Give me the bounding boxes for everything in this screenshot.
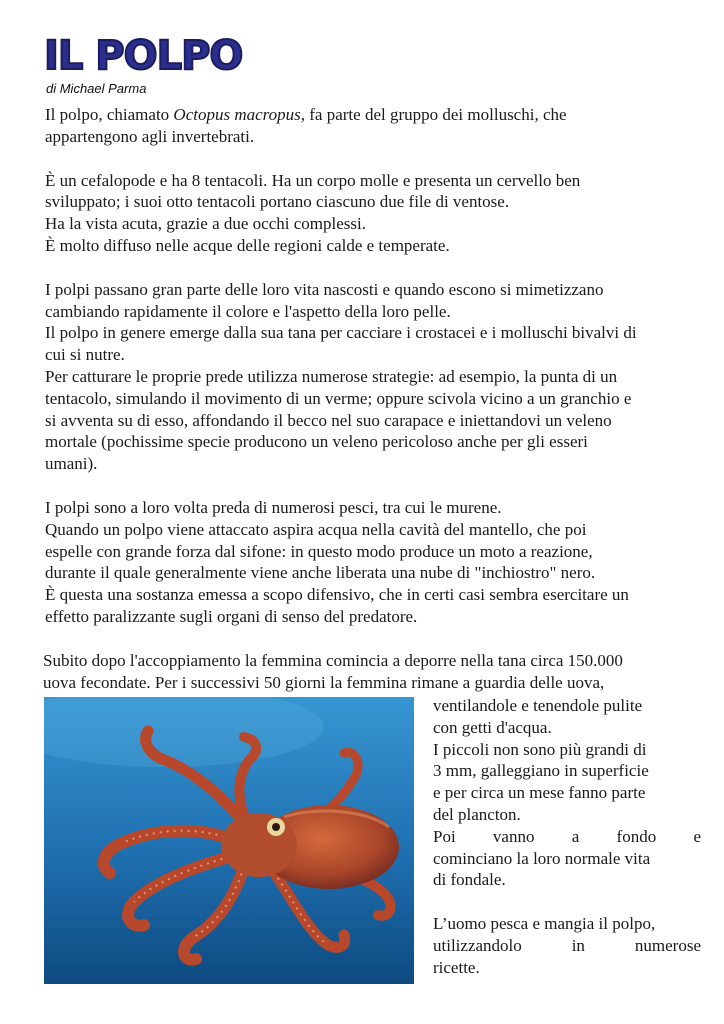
anatomy-line: Ha la vista acuta, grazie a due occhi complessi. [45, 214, 366, 234]
reproduction-line: I piccoli non sono più grandi di [433, 739, 647, 759]
octopus-illustration [44, 697, 414, 984]
behaviour-line: cui si nutre. [45, 345, 125, 365]
reproduction-side-text [433, 695, 701, 979]
paragraph-gap [433, 891, 701, 913]
reproduction-line: 3 mm, galleggiano in superficie [433, 761, 649, 781]
reproduction-line: di fondale. [433, 870, 506, 890]
intro-line-2: appartengono agli invertebrati. [45, 126, 255, 146]
reproduction-line: del plancton. [433, 804, 521, 824]
intro-paragraph [45, 104, 695, 148]
behaviour-line: mortale (pochissime specie producono un veleno pericoloso anche per gli esseri [45, 432, 588, 452]
anatomy-line: È molto diffuso nelle acque delle regioni calde e temperate. [45, 235, 450, 255]
reproduction-line: uova fecondate. Per i successivi 50 giorni la femmina rimane a guardia delle uova, [43, 672, 605, 692]
reproduction-line: con getti d'acqua. [433, 717, 552, 737]
behaviour-line: umani). [45, 454, 98, 474]
intro-line-1 [45, 104, 695, 126]
author-byline: di Michael Parma [46, 81, 147, 96]
reproduction-line: e per circa un mese fanno parte [433, 783, 646, 803]
defense-line: Quando un polpo viene attaccato aspira acqua nella cavità del mantello, che poi [45, 519, 587, 539]
behaviour-line: I polpi passano gran parte delle loro vita nascosti e quando escono si mimetizzano [45, 279, 604, 299]
defense-line: durante il quale generalmente viene anche liberata una nube di "inchiostro" nero. [45, 563, 596, 583]
intro-text-pre: Il polpo, chiamato [45, 105, 174, 124]
species-name: Octopus macropus [173, 105, 301, 124]
defense-line: effetto paralizzante sugli organi di senso del predatore. [45, 606, 418, 626]
anatomy-paragraph [45, 170, 695, 257]
anatomy-line: È un cefalopode e ha 8 tentacoli. Ha un corpo molle e presenta un cervello ben [45, 170, 581, 190]
closing-line: utilizzandolo in numerose [433, 935, 701, 955]
intro-text-post: , fa parte del gruppo dei molluschi, che [300, 105, 567, 124]
closing-line: ricette. [433, 957, 480, 977]
closing-line: L’uomo pesca e mangia il polpo, [433, 914, 656, 934]
behaviour-line: Il polpo in genere emerge dalla sua tana per cacciare i crostacei e i molluschi bivalvi di [45, 323, 637, 343]
behaviour-line: si avventa su di esso, affondando il becco nel suo carapace e iniettandovi un veleno [45, 410, 612, 430]
page-title: IL POLPO [44, 33, 243, 79]
defense-line: espelle con grande forza dal sifone: in questo modo produce un moto a reazione, [45, 541, 593, 561]
reproduction-paragraph-top [43, 650, 695, 694]
defense-paragraph [45, 497, 695, 628]
behaviour-paragraph [45, 279, 695, 475]
reproduction-line: ventilandole e tenendole pulite [433, 696, 643, 715]
article-body [45, 104, 695, 650]
defense-line: I polpi sono a loro volta preda di numerosi pesci, tra cui le murene. [45, 497, 502, 517]
reproduction-line: Poi vanno a fondo e [433, 826, 701, 846]
reproduction-line: Subito dopo l'accoppiamento la femmina comincia a deporre nella tana circa 150.000 [43, 651, 623, 670]
behaviour-line: tentacolo, simulando il movimento di un verme; oppure scivola vicino a un granchio e [45, 388, 632, 408]
octopus-photo [44, 697, 414, 984]
defense-line: È questa una sostanza emessa a scopo difensivo, che in certi casi sembra esercitare un [45, 585, 629, 605]
anatomy-line: sviluppato; i suoi otto tentacoli portano ciascuno due file di ventose. [45, 192, 510, 212]
behaviour-line: cambiando rapidamente il colore e l'aspetto della loro pelle. [45, 301, 451, 321]
reproduction-line: cominciano la loro normale vita [433, 848, 651, 868]
behaviour-line: Per catturare le proprie prede utilizza numerose strategie: ad esempio, la punta di un [45, 366, 618, 386]
